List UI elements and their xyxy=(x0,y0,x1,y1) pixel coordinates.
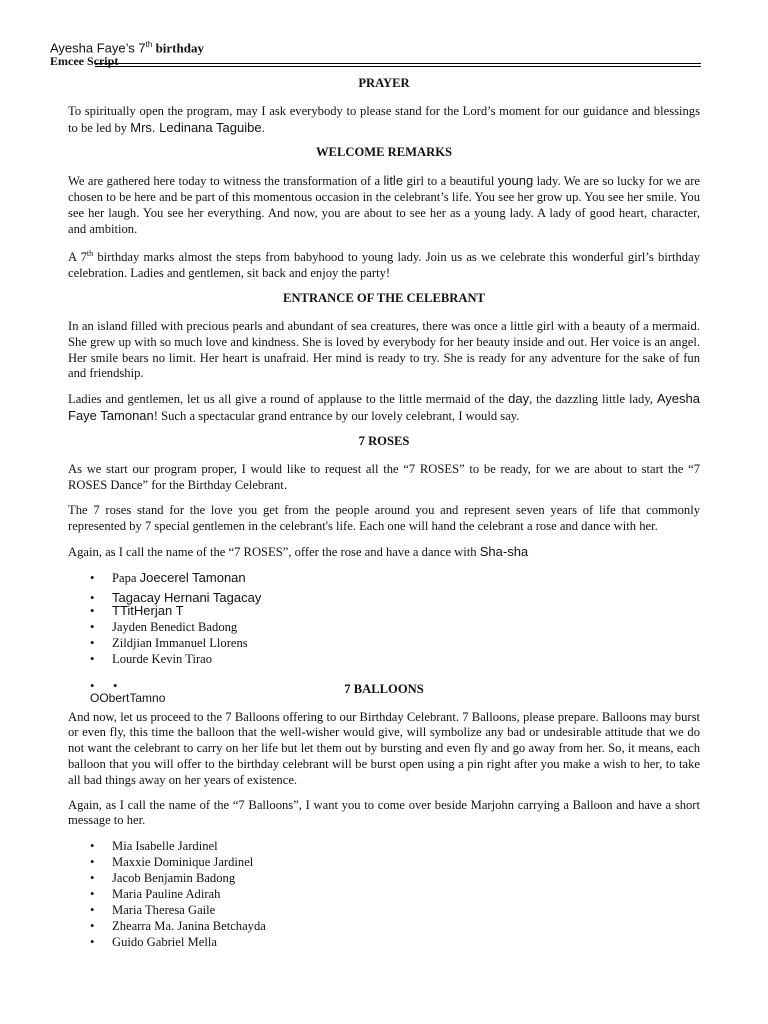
welcome-text-b: girl to a beautiful xyxy=(403,174,498,189)
list-item: • Jacob Benjamin Badong xyxy=(68,870,700,886)
roses1-text: As we start our program proper, I would like to request all the “7 ROSES” to be ready, for we are about to start the “7 ROSES Dance” for the Birthday Celebrant xyxy=(68,461,700,493)
welcome-paragraph-2 xyxy=(68,246,700,282)
list-item: • Maria Pauline Adirah xyxy=(68,886,700,902)
roses1-end: . xyxy=(283,477,288,493)
roses-paragraph-3 xyxy=(68,544,700,561)
roses-list xyxy=(68,570,700,667)
document-body xyxy=(68,76,700,950)
entrance2-text-b: , the dazzling little lady, xyxy=(529,392,657,407)
balloons-paragraph-2: Again, as I call the name of the “7 Balloons”, I want you to come over beside Marjohn carrying a Balloon and have a short message to her. xyxy=(68,797,700,828)
welcome-paragraph-1 xyxy=(68,173,700,237)
roses3-text: Again, as I call the name of the “7 ROSES”, offer the rose and have a dance with xyxy=(68,544,480,559)
heading-welcome: WELCOME REMARKS xyxy=(315,145,453,160)
list-item xyxy=(68,570,700,586)
entrance-paragraph-1: In an island filled with precious pearls and abundant of sea creatures, there was once a little girl with a beauty of a mermaid. She grew up with so much love and kindness. She is loved by everybody for her beauty inside and out. Her voice is an angel. Her smile bears no limit. Her heart is unafraid. Her mind is ready to try. She is ready for any adventure for the sake of fun and friendship. xyxy=(68,318,700,381)
welcome-text-a: We are gathered here today to witness the transformation of a xyxy=(68,174,384,189)
rose-prefix: Papa xyxy=(112,570,140,585)
list-item: • Zhearra Ma. Janina Betchayda xyxy=(68,918,700,934)
celebrant-name: Ayesha Faye Tamonan xyxy=(68,391,700,423)
list-item: • Guido Gabriel Mella xyxy=(68,934,700,950)
prayer-end: . xyxy=(261,120,265,135)
roses-paragraph-2: The 7 roses stand for the love you get from the people around you and represent seven years of life that commonly represented by 7 special gentlemen in the celebrant's life. Each one will hand the celebrant a rose and dance with her. xyxy=(68,503,700,533)
prayer-text: To spiritually open the program, may I ask everybody to please stand for the Lord’s moment for our guidance and blessings to be led by xyxy=(68,103,700,135)
title-suffix: birthday xyxy=(152,40,204,56)
roses-paragraph-1 xyxy=(68,462,700,495)
welcome-word-young: young xyxy=(497,173,534,189)
header-title xyxy=(50,38,700,55)
rose-name-overlap: OObertTamno xyxy=(90,690,166,705)
roses3-name: Sha-sha xyxy=(479,543,529,559)
list-item: • Lourde Kevin Tirao xyxy=(68,651,700,667)
heading-balloons: 7 BALLOONS xyxy=(344,681,424,696)
welcome-text-c: lady. We are so lucky for we are chosen to be here and be part of this momentous occasion in the celebrant’s life. You see her grow up. You see her smile. You see her laugh. You see her everything. And now, you are about to see her as a young lady. A lady of good heart, character, and ambition. xyxy=(68,174,700,236)
bullet-icon: • xyxy=(113,678,118,693)
entrance2-text-a: Ladies and gentlemen, let us all give a round of applause to the little mermaid of the xyxy=(68,392,509,407)
balloons-paragraph-1: And now, let us proceed to the 7 Balloons offering to our Birthday Celebrant. 7 Balloons, please prepare. Balloons may burst or even fly, this time the balloon that the well-wisher would give, will symbolize any bad or undesirable attitude that we do not want the celebrant to carry on her life but let them out by bursting and even fly and go away from her. So, it means, each balloon that you will offer to the birthday celebrant will be burst open using a pin right after you make a wish to her, to take all bad things away on her years of existence. xyxy=(68,709,700,787)
welcome2-text-a: A 7 xyxy=(68,250,87,265)
rose-name: Tagacay Hernani Tagacay xyxy=(112,589,262,605)
prayer-paragraph xyxy=(68,104,700,137)
list-item xyxy=(68,603,700,619)
entrance2-word-day: day xyxy=(508,391,530,407)
heading-prayer: PRAYER xyxy=(358,76,410,90)
heading-entrance: ENTRANCE OF THE CELEBRANT xyxy=(283,291,485,306)
entrance-paragraph-2 xyxy=(68,391,700,425)
title-text: Ayesha Faye’s 7 xyxy=(50,40,146,56)
list-item: • Maria Theresa Gaile xyxy=(68,902,700,918)
list-item: • Maxxie Dominique Jardinel xyxy=(68,854,700,870)
rose-name: Joecerel Tamonan xyxy=(139,569,246,585)
heading-roses: 7 ROSES xyxy=(358,433,410,448)
title-sup: th xyxy=(145,40,153,49)
list-item: • Zildjian Immanuel Llorens xyxy=(68,635,700,651)
header-subtitle: Emcee Script xyxy=(50,54,119,69)
welcome-word-litle: litle xyxy=(383,173,404,189)
balloons-list xyxy=(68,838,700,950)
header-rule-thin xyxy=(95,66,701,67)
welcome2-text-b: birthday marks almost the steps from babyhood to young lady. Join us as we celebrate this wonderful girl’s birthday celebration. Ladies and gentlemen, sit back and enjoy the party! xyxy=(68,250,700,281)
header-rule xyxy=(95,63,701,64)
prayer-leader-name: Mrs. Ledinana Taguibe xyxy=(130,119,262,135)
rose-name: TTitHerjan T xyxy=(112,602,184,618)
welcome2-sup: th xyxy=(86,249,94,259)
list-item: • Jayden Benedict Badong xyxy=(68,619,700,635)
balloons-heading-row xyxy=(68,679,700,707)
bullet-icon: • xyxy=(90,678,95,693)
entrance2-text-c: ! Such a spectacular grand entrance by our lovely celebrant, I would say. xyxy=(153,408,520,423)
list-item: • Mia Isabelle Jardinel xyxy=(68,838,700,854)
